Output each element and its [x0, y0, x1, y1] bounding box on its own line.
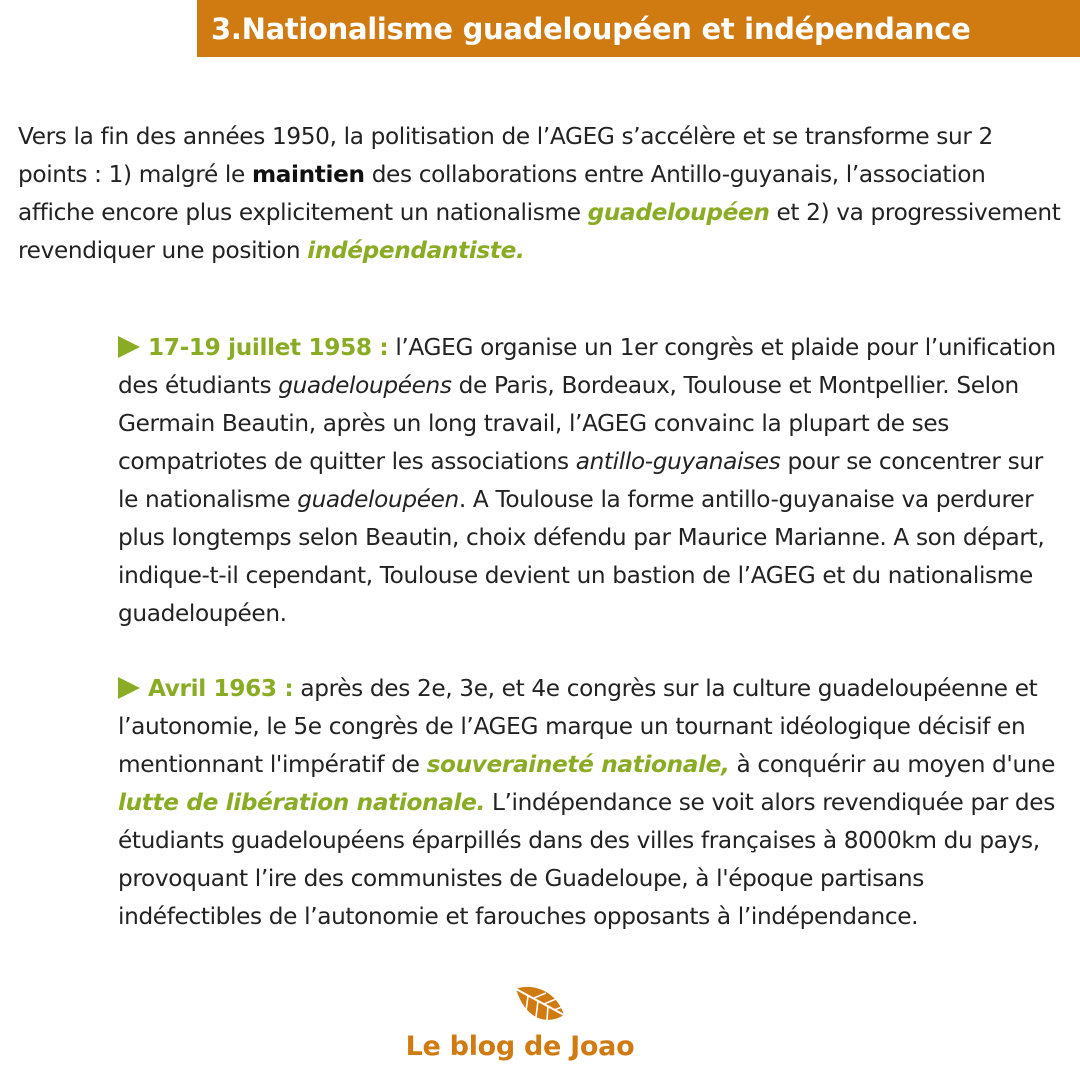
event-1963: [118, 670, 1063, 936]
event-text: l’AGEG organise un 1er congrès et plaide pour l’unification des étudiants: [118, 334, 1056, 399]
event-date: Avril 1963 :: [148, 675, 294, 702]
page-title: 3.Nationalisme guadeloupéen et indépendance: [211, 11, 971, 46]
intro-accent-guadeloupeen: guadeloupéen: [587, 199, 770, 226]
bullet-triangle-icon: [118, 677, 140, 699]
event-italic-text: guadeloupéen: [297, 486, 459, 513]
footer-brand: [0, 985, 1080, 1062]
bullet-triangle-icon: [118, 336, 140, 358]
accent-lutte-liberation: lutte de libération nationale.: [118, 789, 485, 816]
intro-text-1: Vers la fin des années 1950, la politisation de l’AGEG s’accélère et se transforme sur 2 points : 1) malgré le: [18, 123, 993, 188]
event-italic-text: antillo-guyanaises: [575, 448, 781, 475]
event-text: de Paris, Bordeaux, Toulouse et Montpellier. Selon Germain Beautin, après un long travail, l’AGEG convainc la plupart de ses compatriotes de quitter les associations: [118, 372, 1019, 475]
event-text: pour se concentrer sur le nationalisme: [118, 448, 1043, 513]
event-text: . A Toulouse la forme antillo-guyanaise va perdurer plus longtemps selon Beautin, choix défendu par Maurice Marianne. A son départ, indique-t-il cependant, Toulouse devient un bastion de l’AGEG et du nationalisme guadeloupéen.: [118, 486, 1045, 627]
accent-souverainete: souveraineté nationale,: [426, 751, 730, 778]
intro-text-3: et 2) va progressivement revendiquer une position: [18, 199, 1061, 264]
intro-accent-independantiste: indépendantiste.: [307, 237, 525, 264]
event-text: à conquérir au moyen d'une: [729, 751, 1056, 778]
event-date: 17-19 juillet 1958 :: [148, 334, 389, 361]
event-italic-text: guadeloupéens: [278, 372, 452, 399]
event-1958: [118, 329, 1063, 633]
intro-paragraph: [18, 118, 1063, 270]
leaf-icon: [512, 985, 568, 1027]
blog-name: Le blog de Joao: [405, 1031, 635, 1062]
intro-text-2: des collaborations entre Antillo-guyanais, l’association affiche encore plus explicitement un nationalisme: [18, 161, 986, 226]
event-text: L’indépendance se voit alors revendiquée par des étudiants guadeloupéens éparpillés dans des villes françaises à 8000km du pays, provoquant l’ire des communistes de Guadeloupe, à l'époque partisans indéfectibles de l’autonomie et farouches opposants à l’indépendance.: [118, 789, 1055, 930]
intro-bold-word: maintien: [251, 161, 365, 188]
title-banner: [197, 0, 1080, 57]
event-text: après des 2e, 3e, et 4e congrès sur la culture guadeloupéenne et l’autonomie, le 5e congrès de l’AGEG marque un tournant idéologique décisif en mentionnant l'impératif de: [118, 675, 1038, 778]
